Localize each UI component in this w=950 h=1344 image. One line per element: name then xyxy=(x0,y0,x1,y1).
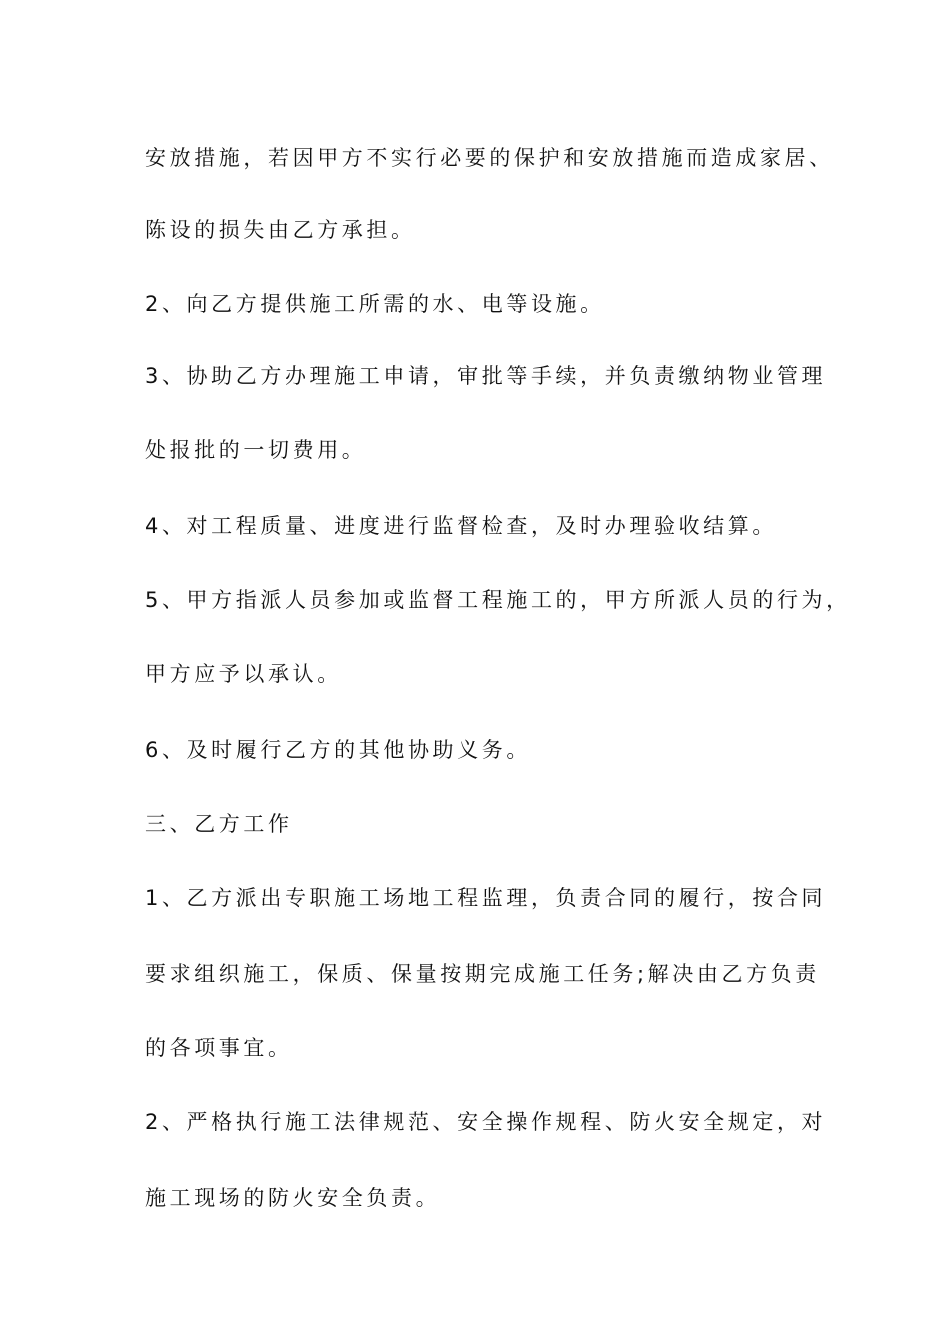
paragraph-line-1: 安放措施，若因甲方不实行必要的保护和安放措施而造成家居、 xyxy=(145,146,834,170)
paragraph-line-5: 处报批的一切费用。 xyxy=(145,438,367,462)
paragraph-line-15: 施工现场的防火安全负责。 xyxy=(145,1186,441,1210)
paragraph-line-6: 4、对工程质量、进度进行监督检查，及时办理验收结算。 xyxy=(145,514,777,538)
paragraph-line-13: 的各项事宜。 xyxy=(145,1036,293,1060)
paragraph-line-2: 陈设的损失由乙方承担。 xyxy=(145,218,416,242)
paragraph-line-4: 3、协助乙方办理施工申请，审批等手续，并负责缴纳物业管理 xyxy=(145,364,827,388)
paragraph-line-3: 2、向乙方提供施工所需的水、电等设施。 xyxy=(145,292,605,316)
paragraph-line-14: 2、严格执行施工法律规范、安全操作规程、防火安全规定，对 xyxy=(145,1110,827,1134)
paragraph-line-9: 6、及时履行乙方的其他协助义务。 xyxy=(145,738,531,762)
paragraph-line-7: 5、甲方指派人员参加或监督工程施工的，甲方所派人员的行为， xyxy=(145,588,851,612)
paragraph-line-8: 甲方应予以承认。 xyxy=(145,662,342,686)
paragraph-line-11: 1、乙方派出专职施工场地工程监理，负责合同的履行，按合同 xyxy=(145,886,827,910)
paragraph-line-12: 要求组织施工，保质、保量按期完成施工任务;解决由乙方负责 xyxy=(145,962,820,986)
section-heading: 三、乙方工作 xyxy=(145,812,293,836)
